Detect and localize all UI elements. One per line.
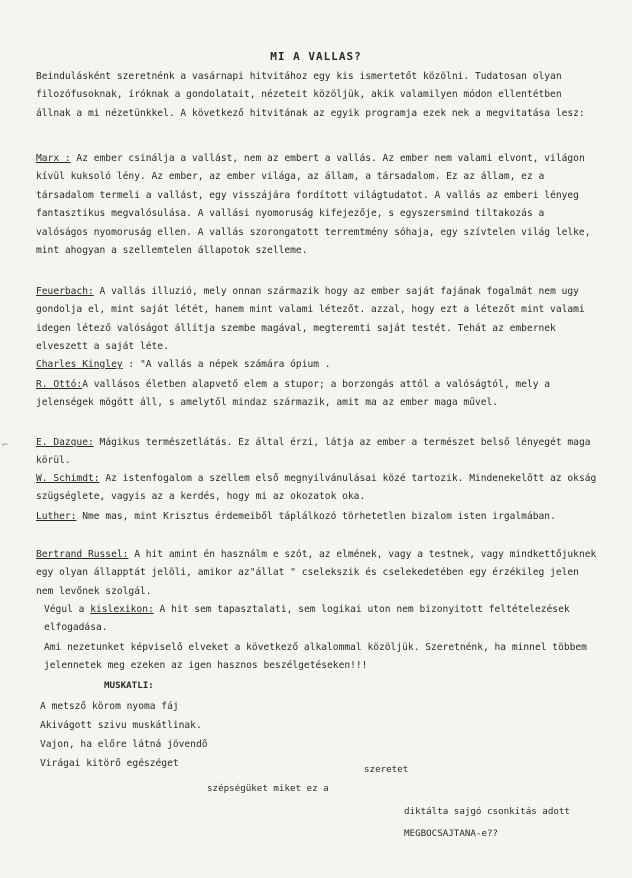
signature-line-1: diktálta sajgó csonkitás adott bbox=[404, 806, 570, 817]
quote-luther bbox=[36, 508, 602, 526]
quote-text: A hit sem tapasztalati, sem logikai uton nem bizonyitott feltételezések elfogadása. bbox=[44, 604, 570, 634]
quote-kingley bbox=[36, 356, 602, 374]
quote-prefix: Végul a bbox=[44, 604, 91, 615]
margin-mark: ⌐ bbox=[2, 440, 9, 451]
quote-author: kislexikon: bbox=[90, 604, 154, 615]
quote-russel bbox=[36, 546, 602, 601]
quote-text: A vallás illuzió, mely onnan származik hogy az ember saját fajának fogalmát nem ugy gondolja el, mint saját létét, hanem mint valami létezőt. azzal, hogy ezt a létezőt mint valami idegen létező valóságot állítja szembe magával, megteremti saját testét. Tehát az embernek elveszett a saját léte. bbox=[36, 286, 585, 353]
quote-schimdt bbox=[36, 470, 602, 507]
quote-author: W. Schimdt: bbox=[36, 473, 100, 484]
poem-body bbox=[40, 697, 208, 773]
quote-author: R. Ottó: bbox=[36, 379, 83, 390]
poem-continuation-word: szeretet bbox=[364, 764, 409, 775]
quote-text: Az ember csinálja a vallást, nem az embert a vallás. Az ember nem valami elvont, világon kívül kuksoló lény. Az ember, az ember világa, az állam, a társadalom. Ez az állam, ez a társadalom termeli a vallást, egy visszájára fordított világtudatot. A vallás az emberi lényeg fantasztikus megvalósulása. A vallási nyomoruság kifejezője, s egyszersmind tiltakozás a valóságos nyomoruság ellen. A vallás szorongatott terremtmény sóhaja, egy szívtelen világ lelke, mint ahogyan a szellemtelen állapotok szelleme. bbox=[36, 153, 591, 257]
quote-text: Nme mas, mint Krisztus érdemeiből táplálkozó törhetetlen bizalom isten irgalmában. bbox=[76, 511, 556, 522]
quote-kislexikon bbox=[44, 601, 604, 638]
quote-text: : "A vallás a népek számára ópium . bbox=[122, 359, 331, 370]
quote-otto bbox=[36, 376, 602, 413]
quote-feuerbach bbox=[36, 283, 602, 357]
poem-line: A metsző körom nyoma fáj bbox=[40, 701, 179, 712]
signature-line-2: MEGBOCSAJTANA-e?? bbox=[404, 828, 499, 839]
quote-text: A hit amint én használm e szót, az elmének, vagy a testnek, vagy mindkettőjuknek egy olyan állapptát jelöli, amikor az"állat " cselekszik és cselekedetében egy érzékileg jelen nem levőnek szolgál. bbox=[36, 549, 597, 597]
quote-author: Marx : bbox=[36, 153, 71, 164]
quote-dazque bbox=[36, 434, 602, 471]
poem-line: Vajon, ha előre látná jövendő bbox=[40, 739, 208, 750]
poem-line: Virágai kitörő egészéget bbox=[40, 758, 179, 769]
poem-line: Akivágott szivu muskátlinak. bbox=[40, 720, 202, 731]
quote-author: Luther: bbox=[36, 511, 77, 522]
poem-continuation-line: szépségüket miket ez a bbox=[207, 783, 329, 794]
quote-author: Feuerbach: bbox=[36, 286, 94, 297]
quote-author: E. Dazque: bbox=[36, 437, 94, 448]
quote-text: A vallásos életben alapvető elem a stupor; a borzongás attól a valóságtól, mely a jelenségek mögött áll, s amelytől mindaz származik, amit ma az ember maga művel. bbox=[36, 379, 551, 409]
quote-marx bbox=[36, 150, 602, 260]
document-title: MI A VALLAS? bbox=[270, 50, 362, 63]
closing-paragraph: Ami nezetunket képviselő elveket a következő alkalommal közöljük. Szeretnénk, ha minnel többem jelennetek meg ezeken az igen hasznos beszélgetéseken!!! bbox=[44, 642, 587, 672]
poem-heading: MUSKATLI: bbox=[104, 680, 154, 691]
quote-author: Charles Kingley bbox=[36, 359, 123, 370]
quote-author: Bertrand Russel: bbox=[36, 549, 129, 560]
quote-text: Mágikus természetlátás. Ez által érzi, látja az ember a természet belső lényegét maga körül. bbox=[36, 437, 591, 467]
quote-text: Az istenfogalom a szellem első megnyilvánulásai közé tartozik. Mindenekelőtt az okság szügséglete, vagyis az a kerdés, hogy mi az okozatok oka. bbox=[36, 473, 597, 503]
intro-paragraph: Beindulásként szeretnénk a vasárnapi hitvitához egy kis ismertetőt közölni. Tudatosan olyan filozófusoknak, íróknak a gondolatait, nézeteit közöljük, akik valamilyen módon ellentétben állnak a mi nézetünkkel. A következő hitvitának az egyik programja ezek nek a megvitatása lesz: bbox=[36, 71, 585, 119]
